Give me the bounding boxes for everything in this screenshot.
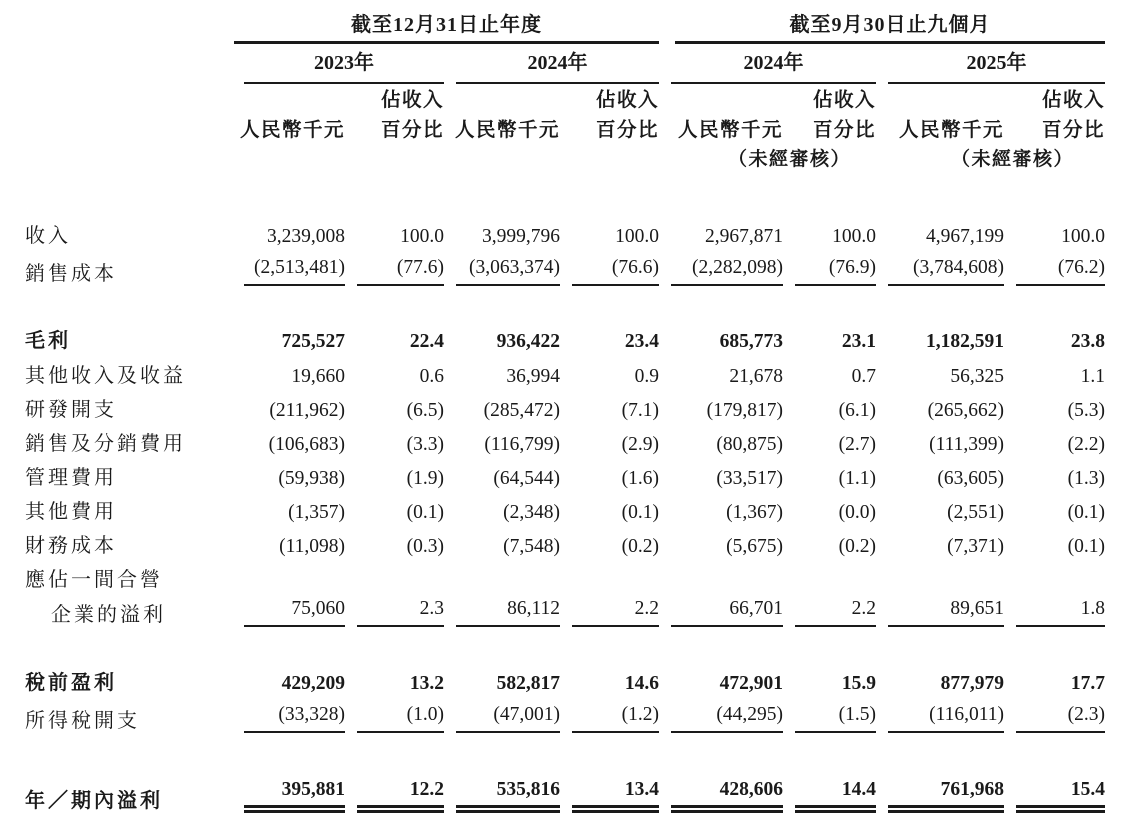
table-row — [0, 253, 1105, 291]
value-text: (6.5) — [406, 400, 444, 421]
value-text: (63,605) — [937, 468, 1004, 489]
value-text: (1.5) — [795, 704, 876, 733]
pct-header-line2: 百分比 — [812, 120, 876, 141]
table-row — [0, 597, 1105, 632]
value-cell — [232, 529, 345, 563]
value-text: (116,799) — [484, 434, 560, 455]
value-cell — [560, 461, 659, 495]
value-cell — [560, 700, 659, 738]
row-label: 其他費用 — [25, 501, 117, 523]
value-cell — [345, 563, 444, 597]
value-text: 13.4 — [572, 779, 659, 813]
value-text: (0.1) — [406, 502, 444, 523]
value-cell — [345, 529, 444, 563]
value-text: (0.3) — [406, 536, 444, 557]
year-header-row — [0, 44, 1105, 84]
year-header-2024-9m-label: 2024年 — [671, 46, 876, 84]
value-text: (44,295) — [671, 704, 783, 733]
value-text: 23.8 — [1070, 331, 1105, 352]
year-header-2025-9m — [876, 44, 1105, 84]
column-header-row — [0, 114, 1105, 144]
pct-header-line2: 百分比 — [1041, 120, 1105, 141]
value-cell — [232, 700, 345, 738]
value-cell — [876, 323, 1004, 358]
value-text: 14.6 — [624, 673, 659, 694]
value-text: (0.2) — [621, 536, 659, 557]
label-column-spacer — [0, 84, 232, 114]
value-cell — [876, 529, 1004, 563]
value-cell — [876, 563, 1004, 597]
value-cell — [659, 666, 783, 700]
value-text: 2.3 — [357, 598, 444, 627]
value-text: 2.2 — [795, 598, 876, 627]
value-text: 21,678 — [729, 366, 783, 387]
value-cell — [232, 427, 345, 461]
value-text: 761,968 — [888, 779, 1004, 813]
value-cell — [232, 666, 345, 700]
value-text: (1.0) — [357, 704, 444, 733]
value-cell — [560, 666, 659, 700]
value-cell — [444, 774, 560, 818]
value-cell — [783, 666, 876, 700]
value-cell — [783, 461, 876, 495]
value-text: (7,371) — [947, 536, 1004, 557]
value-cell — [345, 666, 444, 700]
year-header-2025-9m-label: 2025年 — [888, 46, 1105, 84]
value-cell — [444, 253, 560, 291]
value-cell — [345, 495, 444, 529]
value-text: 100.0 — [1061, 226, 1105, 247]
row-label: 其他收入及收益 — [25, 365, 186, 387]
value-cell — [1004, 219, 1105, 253]
pct-header-line1: 佔收入 — [812, 90, 876, 111]
value-text: (3.3) — [406, 434, 444, 455]
value-cell — [444, 700, 560, 738]
value-text: (6.1) — [838, 400, 876, 421]
period-group-header-row — [0, 8, 1105, 44]
value-cell — [783, 323, 876, 358]
value-text: 15.9 — [841, 673, 876, 694]
year-header-2023-label: 2023年 — [244, 46, 444, 84]
value-cell — [876, 597, 1004, 632]
spacer-row — [0, 738, 1105, 774]
value-text: 100.0 — [400, 226, 444, 247]
value-cell — [232, 323, 345, 358]
value-cell — [345, 774, 444, 818]
value-cell — [783, 427, 876, 461]
value-text: 725,527 — [281, 331, 345, 352]
value-cell — [560, 495, 659, 529]
value-cell — [659, 219, 783, 253]
value-cell — [1004, 666, 1105, 700]
value-text: 23.1 — [841, 331, 876, 352]
value-text: (64,544) — [493, 468, 560, 489]
value-text: (0.1) — [621, 502, 659, 523]
value-cell — [783, 529, 876, 563]
value-cell — [1004, 253, 1105, 291]
value-text: 395,881 — [244, 779, 345, 813]
label-column-spacer — [0, 8, 232, 44]
pct-header-line2: 百分比 — [380, 120, 444, 141]
table-row — [0, 427, 1105, 461]
value-cell — [1004, 700, 1105, 738]
value-cell — [232, 774, 345, 818]
pct-header-line1-row — [0, 84, 1105, 114]
value-text: (1.3) — [1067, 468, 1105, 489]
table-row — [0, 358, 1105, 393]
pct-header-line1: 佔收入 — [595, 90, 659, 111]
spacer-row — [0, 632, 1105, 666]
year-header-2024-label: 2024年 — [456, 46, 659, 84]
value-cell — [232, 358, 345, 393]
value-text: (7,548) — [503, 536, 560, 557]
value-text: 1.8 — [1016, 598, 1105, 627]
value-cell — [560, 323, 659, 358]
value-text: (1.9) — [406, 468, 444, 489]
table-row — [0, 495, 1105, 529]
amount-header: 人民幣千元 — [239, 120, 345, 141]
table-row — [0, 666, 1105, 700]
header-body-gap — [0, 175, 1105, 219]
value-cell — [876, 495, 1004, 529]
value-text: 100.0 — [832, 226, 876, 247]
value-text: (265,662) — [927, 400, 1004, 421]
value-text: 19,660 — [291, 366, 345, 387]
value-text: (179,817) — [706, 400, 783, 421]
value-cell — [444, 597, 560, 632]
value-cell — [345, 427, 444, 461]
amount-header: 人民幣千元 — [898, 120, 1004, 141]
table-row — [0, 393, 1105, 427]
value-cell — [659, 529, 783, 563]
value-text: 2,967,871 — [705, 226, 783, 247]
unaudited-note-row — [0, 144, 1105, 175]
value-cell — [876, 700, 1004, 738]
value-cell — [659, 358, 783, 393]
period-group-annual — [232, 8, 659, 44]
value-text: 3,239,008 — [267, 226, 345, 247]
row-label: 研發開支 — [25, 399, 117, 421]
value-cell — [783, 393, 876, 427]
value-text: (2.9) — [621, 434, 659, 455]
row-label: 應佔一間合營 — [25, 569, 163, 591]
value-text: 17.7 — [1070, 673, 1105, 694]
value-cell — [783, 219, 876, 253]
value-text: (0.1) — [1067, 536, 1105, 557]
value-cell — [444, 219, 560, 253]
value-text: 86,112 — [456, 598, 560, 627]
year-header-2024-9m — [659, 44, 876, 84]
value-cell — [783, 774, 876, 818]
value-cell — [659, 563, 783, 597]
value-text: (0.0) — [838, 502, 876, 523]
value-text: 14.4 — [795, 779, 876, 813]
row-label: 銷售成本 — [25, 263, 117, 285]
value-cell — [783, 495, 876, 529]
value-cell — [876, 393, 1004, 427]
value-text: 2.2 — [572, 598, 659, 627]
value-cell — [659, 495, 783, 529]
pct-header-line2: 百分比 — [595, 120, 659, 141]
value-cell — [444, 563, 560, 597]
value-cell — [1004, 774, 1105, 818]
value-cell — [1004, 323, 1105, 358]
value-cell — [876, 358, 1004, 393]
label-column-spacer — [0, 44, 232, 84]
value-text: 75,060 — [244, 598, 345, 627]
value-cell — [1004, 529, 1105, 563]
value-text: (2.7) — [838, 434, 876, 455]
value-cell — [444, 358, 560, 393]
table-row — [0, 774, 1105, 818]
value-text: (2,282,098) — [671, 257, 783, 286]
period-group-annual-title: 截至12月31日止年度 — [234, 8, 659, 44]
value-cell — [659, 597, 783, 632]
amount-header: 人民幣千元 — [454, 120, 560, 141]
value-text: (2,551) — [947, 502, 1004, 523]
value-text: (47,001) — [456, 704, 560, 733]
row-label: 毛利 — [25, 330, 71, 352]
value-cell — [345, 461, 444, 495]
row-label: 稅前盈利 — [25, 672, 117, 694]
value-cell — [560, 358, 659, 393]
value-text: 100.0 — [615, 226, 659, 247]
value-cell — [444, 393, 560, 427]
table-row — [0, 461, 1105, 495]
year-header-2023 — [232, 44, 444, 84]
income-statement-table — [0, 8, 1105, 818]
value-text: 56,325 — [950, 366, 1004, 387]
value-text: 0.7 — [851, 366, 876, 387]
value-text: 0.9 — [634, 366, 659, 387]
value-text: 36,994 — [506, 366, 560, 387]
value-text: (2,513,481) — [244, 257, 345, 286]
value-text: (80,875) — [716, 434, 783, 455]
spacer-row — [0, 291, 1105, 323]
value-text: 13.2 — [409, 673, 444, 694]
value-text: 12.2 — [357, 779, 444, 813]
value-cell — [345, 597, 444, 632]
value-cell — [345, 700, 444, 738]
value-text: (3,784,608) — [888, 257, 1004, 286]
value-text: (0.2) — [838, 536, 876, 557]
value-cell — [232, 563, 345, 597]
value-cell — [560, 774, 659, 818]
value-cell — [659, 323, 783, 358]
unaudited-note: （未經審核） — [727, 149, 851, 170]
value-text: 936,422 — [496, 331, 560, 352]
value-text: (2.3) — [1016, 704, 1105, 733]
value-text: (3,063,374) — [456, 257, 560, 286]
row-label: 收入 — [25, 225, 71, 247]
value-cell — [345, 323, 444, 358]
value-text: 535,816 — [456, 779, 560, 813]
table-row — [0, 563, 1105, 597]
value-cell — [783, 597, 876, 632]
value-cell — [876, 253, 1004, 291]
value-text: (11,098) — [279, 536, 345, 557]
value-cell — [232, 219, 345, 253]
value-text: 66,701 — [671, 598, 783, 627]
value-cell — [659, 461, 783, 495]
value-cell — [1004, 495, 1105, 529]
value-cell — [783, 563, 876, 597]
value-text: (33,517) — [716, 468, 783, 489]
row-label: 所得稅開支 — [25, 710, 140, 732]
value-text: (5.3) — [1067, 400, 1105, 421]
unaudited-note: （未經審核） — [950, 149, 1074, 170]
value-cell — [1004, 393, 1105, 427]
value-text: 22.4 — [409, 331, 444, 352]
value-text: (106,683) — [268, 434, 345, 455]
row-label: 管理費用 — [25, 467, 117, 489]
value-cell — [560, 529, 659, 563]
value-text: 582,817 — [496, 673, 560, 694]
amount-header: 人民幣千元 — [677, 120, 783, 141]
value-text: (77.6) — [357, 257, 444, 286]
value-cell — [444, 461, 560, 495]
label-column-spacer — [0, 114, 232, 144]
value-text: (5,675) — [726, 536, 783, 557]
value-cell — [444, 323, 560, 358]
value-cell — [444, 495, 560, 529]
value-text: 1,182,591 — [926, 331, 1004, 352]
value-cell — [659, 253, 783, 291]
value-cell — [560, 427, 659, 461]
value-cell — [659, 774, 783, 818]
year-header-2024 — [444, 44, 659, 84]
value-cell — [444, 427, 560, 461]
table-row — [0, 700, 1105, 738]
value-cell — [232, 597, 345, 632]
value-text: 1.1 — [1080, 366, 1105, 387]
value-cell — [783, 253, 876, 291]
value-cell — [560, 563, 659, 597]
value-text: (33,328) — [244, 704, 345, 733]
value-text: (116,011) — [888, 704, 1004, 733]
row-label: 財務成本 — [25, 535, 117, 557]
value-cell — [876, 461, 1004, 495]
value-cell — [1004, 427, 1105, 461]
pct-header-line1: 佔收入 — [1041, 90, 1105, 111]
value-cell — [232, 461, 345, 495]
value-cell — [659, 427, 783, 461]
value-cell — [345, 253, 444, 291]
value-cell — [444, 529, 560, 563]
period-group-nine-months — [659, 8, 1105, 44]
value-cell — [876, 219, 1004, 253]
value-text: (2,348) — [503, 502, 560, 523]
value-cell — [345, 393, 444, 427]
value-cell — [232, 393, 345, 427]
period-group-nine-months-title: 截至9月30日止九個月 — [675, 8, 1105, 44]
value-text: 429,209 — [281, 673, 345, 694]
value-text: 15.4 — [1016, 779, 1105, 813]
value-cell — [232, 495, 345, 529]
value-text: (76.9) — [795, 257, 876, 286]
value-text: (1.6) — [621, 468, 659, 489]
value-cell — [783, 700, 876, 738]
value-cell — [1004, 563, 1105, 597]
value-cell — [783, 358, 876, 393]
value-cell — [444, 666, 560, 700]
value-text: (59,938) — [278, 468, 345, 489]
value-text: 0.6 — [419, 366, 444, 387]
value-cell — [1004, 358, 1105, 393]
value-cell — [1004, 461, 1105, 495]
value-text: 472,901 — [719, 673, 783, 694]
table-row — [0, 529, 1105, 563]
pct-header-line1: 佔收入 — [380, 90, 444, 111]
value-text: (1.2) — [572, 704, 659, 733]
value-text: 428,606 — [671, 779, 783, 813]
value-text: 4,967,199 — [926, 226, 1004, 247]
value-text: (76.6) — [572, 257, 659, 286]
value-text: (1,367) — [726, 502, 783, 523]
value-cell — [1004, 597, 1105, 632]
row-label: 企業的溢利 — [51, 604, 166, 626]
value-cell — [345, 358, 444, 393]
value-text: 3,999,796 — [482, 226, 560, 247]
value-cell — [560, 393, 659, 427]
value-text: 877,979 — [940, 673, 1004, 694]
value-text: (76.2) — [1016, 257, 1105, 286]
value-text: (1.1) — [838, 468, 876, 489]
value-cell — [659, 393, 783, 427]
value-text: (7.1) — [621, 400, 659, 421]
row-label: 年／期內溢利 — [25, 790, 163, 812]
value-text: (0.1) — [1067, 502, 1105, 523]
value-text: 685,773 — [719, 331, 783, 352]
value-cell — [876, 666, 1004, 700]
table-row — [0, 219, 1105, 253]
value-text: (285,472) — [483, 400, 560, 421]
value-cell — [345, 219, 444, 253]
value-text: (211,962) — [269, 400, 345, 421]
value-text: (2.2) — [1067, 434, 1105, 455]
table-row — [0, 323, 1105, 358]
value-text: (1,357) — [288, 502, 345, 523]
row-label: 銷售及分銷費用 — [25, 433, 186, 455]
value-cell — [560, 219, 659, 253]
value-cell — [876, 774, 1004, 818]
value-cell — [232, 253, 345, 291]
value-text: 89,651 — [888, 598, 1004, 627]
value-cell — [560, 597, 659, 632]
value-text: (111,399) — [929, 434, 1004, 455]
value-cell — [876, 427, 1004, 461]
value-text: 23.4 — [624, 331, 659, 352]
value-cell — [659, 700, 783, 738]
value-cell — [560, 253, 659, 291]
